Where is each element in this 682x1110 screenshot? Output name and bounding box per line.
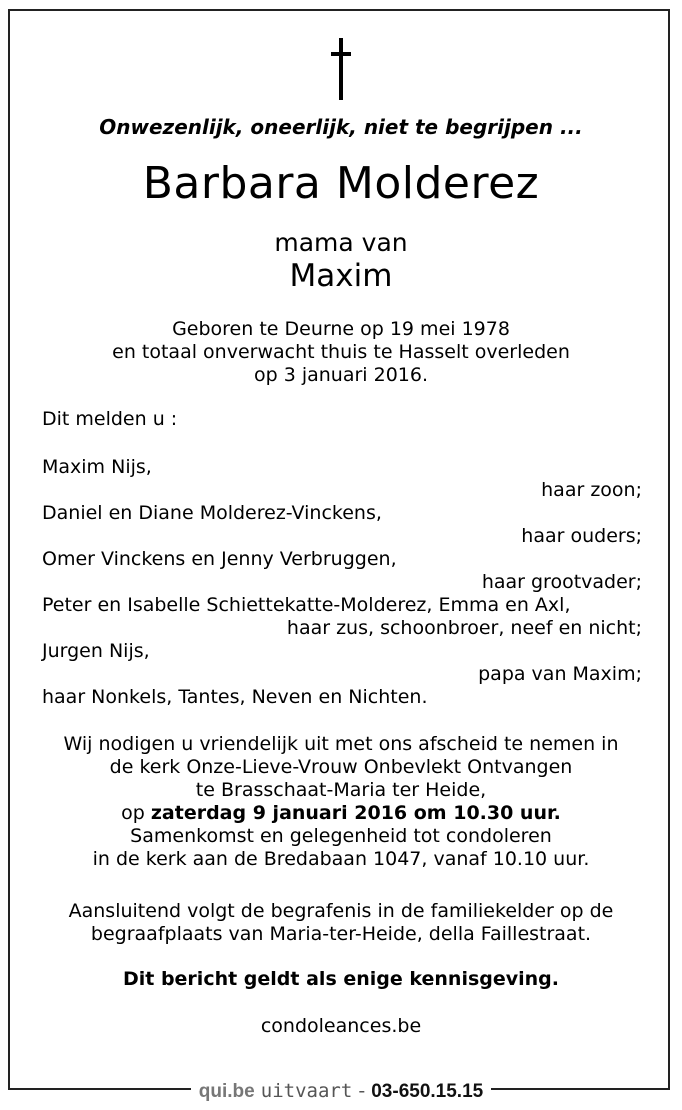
burial-line: begraafplaats van Maria-ter-Heide, della Faillestraat. [90,923,592,945]
family-relation: haar ouders; [521,525,642,547]
footer-content [191,1079,491,1104]
family-member: Jurgen Nijs, [42,640,150,662]
death-date-line: op 3 januari 2016. [253,364,429,386]
family-relation: haar zoon; [541,479,642,501]
footer-service: uitvaart [260,1080,353,1102]
announcement-intro: Dit melden u : [42,408,178,430]
website-text: condoleances.be [260,1015,422,1037]
family-member: Daniel en Diane Molderez-Vinckens, [42,502,382,524]
notice-text: Dit bericht geldt als enige kennisgeving. [122,968,560,990]
family-member: Peter en Isabelle Schiettekatte-Molderez, Emma en Axl, [42,594,571,616]
cross-icon [331,38,351,100]
ceremony-line: te Brasschaat-Maria ter Heide, [195,779,487,801]
ceremony-line: in de kerk aan de Bredabaan 1047, vanaf 10.10 uur. [92,848,590,870]
ceremony-line: Wij nodigen u vriendelijk uit met ons afscheid te nemen in [63,733,619,755]
family-relation: haar zus, schoonbroer, neef en nicht; [286,617,642,639]
family-closing: haar Nonkels, Tantes, Neven en Nichten. [42,686,428,708]
relation-line: mama van [274,228,408,257]
ceremony-line: de kerk Onze-Lieve-Vrouw Onbevlekt Ontvangen [109,756,573,778]
life-dates [0,318,682,387]
family-member: Maxim Nijs, [42,456,152,478]
family-relation: haar grootvader; [481,571,642,593]
burial-line: Aansluitend volgt de begrafenis in de familiekelder op de [68,900,614,922]
footer [0,1079,682,1103]
deceased-name: Barbara Molderez [142,158,540,209]
family-relation: papa van Maxim; [478,663,642,685]
burial-details [0,900,682,946]
family-member: Omer Vinckens en Jenny Verbruggen, [42,548,397,570]
footer-separator: - [358,1080,366,1102]
ceremony-date [0,802,682,825]
ceremony-details [0,733,682,871]
death-line: en totaal onverwacht thuis te Hasselt overleden [112,341,570,363]
child-name: Maxim [289,258,393,294]
footer-brand: qui.be [198,1081,255,1102]
footer-phone: 03-650.15.15 [371,1081,484,1102]
ceremony-date-bold: zaterdag 9 januari 2016 om 10.30 uur. [150,802,561,824]
motto: Onwezenlijk, oneerlijk, niet te begrijpen ... [99,115,583,139]
ceremony-line: Samenkomst en gelegenheid tot condoleren [130,825,552,847]
birth-line: Geboren te Deurne op 19 mei 1978 [172,318,510,340]
ceremony-date-prefix: op [121,802,151,824]
family-list [42,456,642,709]
